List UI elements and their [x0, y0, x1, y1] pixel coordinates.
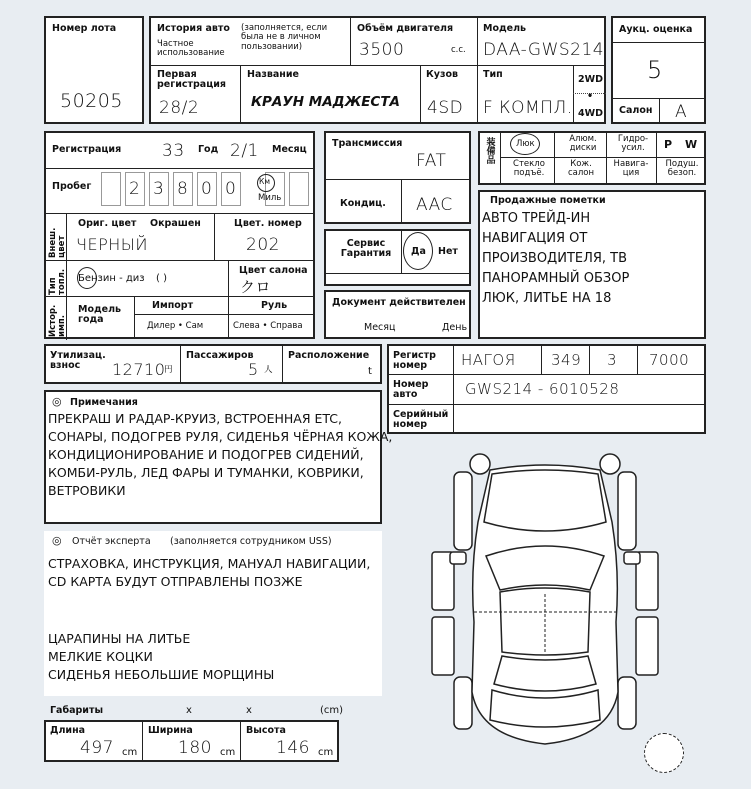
- salon-color-label: Цвет салона: [239, 265, 308, 276]
- registration-month-value: 2/1: [230, 141, 259, 161]
- registration-year-value: 33: [162, 141, 185, 161]
- repaint-label: Окрашен: [150, 218, 201, 229]
- width-unit: cm: [220, 747, 236, 758]
- passengers-unit: 人: [264, 365, 273, 375]
- registration-number-box: [387, 344, 706, 434]
- divider: [350, 18, 351, 66]
- dimensions-unit: (cm): [320, 705, 344, 716]
- recycle-box: [44, 344, 382, 384]
- type-label: Тип: [483, 69, 503, 80]
- notes-line: ПРЕКРАШ И РАДАР-КРУИЗ, ВСТРОЕННАЯ ETC,: [48, 411, 342, 426]
- mileage-digit: 0: [221, 172, 241, 206]
- name-label: Название: [247, 69, 299, 80]
- mileage-digit: [101, 172, 121, 206]
- reg-number-region: НАГОЯ: [461, 351, 516, 369]
- car-number-value: GWS214 - 6010528: [465, 380, 620, 398]
- divider: [151, 65, 604, 66]
- divider: [180, 346, 181, 382]
- passengers-value: 5: [248, 360, 259, 379]
- mileage-label: Пробег: [52, 181, 92, 192]
- passengers-label: Пассажиров: [186, 350, 254, 361]
- dimensions-box: [44, 720, 339, 762]
- divider: [554, 133, 555, 183]
- grade-label: Аукц. оценка: [619, 24, 693, 35]
- divider: [46, 296, 313, 297]
- recycle-label: Утилизац. взнос: [50, 350, 106, 371]
- equipment-box: [478, 131, 706, 185]
- model-value: DAA-GWS214: [483, 40, 605, 60]
- divider: [389, 374, 704, 375]
- height-label: Высота: [246, 725, 286, 736]
- divider: [500, 133, 501, 183]
- transmission-box: [324, 131, 471, 224]
- equipment-leather: Кож. салон: [567, 159, 595, 179]
- windshield: [486, 546, 604, 590]
- divider: [282, 346, 283, 382]
- mileage-mile: Миль: [258, 193, 282, 203]
- reg-number-kana: 3: [607, 351, 618, 369]
- right-rear-bumper-side: [618, 677, 636, 729]
- right-mirror: [624, 552, 640, 564]
- front-left-wheel: [470, 454, 490, 474]
- service-yes: Да: [411, 246, 426, 257]
- divider: [606, 133, 607, 183]
- grade-box: [611, 16, 706, 124]
- salon-grade-label: Салон: [619, 105, 653, 116]
- service-no: Нет: [438, 246, 458, 257]
- recycle-value: 12710: [112, 360, 166, 379]
- drive-2wd: 2WD: [578, 74, 603, 85]
- mileage-digit: 8: [173, 172, 193, 206]
- service-label: Сервис Гарантия: [340, 238, 392, 259]
- height-value: 146: [276, 738, 310, 758]
- equipment-airbag: Подуш. безоп.: [665, 159, 699, 179]
- equipment-side-label: 装備品: [484, 137, 495, 164]
- mileage-digit: [289, 172, 309, 206]
- divider: [453, 346, 454, 432]
- divider: [500, 157, 704, 158]
- notes-line: КОНДИЦИОНИРОВАНИЕ И ПОДОГРЕВ СИДЕНИЙ,: [48, 447, 364, 462]
- mileage-digit: 0: [197, 172, 217, 206]
- spare-wheel-circle: [644, 733, 684, 773]
- fuel-options: Бензин - диз: [78, 273, 145, 284]
- engine-label: Объём двигателя: [357, 23, 454, 34]
- divider: [228, 296, 229, 337]
- reg-number-class: 349: [551, 351, 582, 369]
- color-code-value: 202: [246, 235, 280, 255]
- model-label: Модель: [483, 23, 527, 34]
- divider: [240, 722, 241, 760]
- sales-points-line: ПРОИЗВОДИТЕЛЯ, ТВ: [482, 251, 628, 266]
- sales-points-line: АВТО ТРЕЙД-ИН: [482, 211, 591, 226]
- drive-4wd: 4WD: [578, 108, 603, 119]
- service-box: [324, 229, 471, 286]
- mileage-km: Км: [259, 177, 270, 186]
- recycle-unit: 円: [164, 365, 173, 375]
- registration-box: [44, 131, 315, 339]
- document-month: Месяц: [364, 322, 396, 333]
- divider: [326, 273, 469, 274]
- registration-year-label: Год: [198, 144, 219, 155]
- body-label: Кузов: [426, 69, 459, 80]
- divider: [541, 346, 542, 374]
- left-rear-bumper-side: [454, 677, 472, 729]
- dimensions-label: Габариты: [50, 705, 104, 716]
- length-value: 497: [80, 738, 114, 758]
- serial-label: Серийный номер: [393, 409, 449, 430]
- registration-month-label: Месяц: [272, 144, 307, 155]
- divider: [46, 168, 313, 169]
- expert-note: (заполняется сотрудником USS): [170, 536, 332, 547]
- lot-number-value: 50205: [60, 90, 123, 112]
- transmission-value: FAT: [416, 151, 447, 171]
- divider: [637, 346, 638, 374]
- type-value: F КОМПЛ.: [483, 98, 573, 118]
- color-side-label: Внеш. цвет: [48, 227, 67, 258]
- car-damage-diagram: [420, 452, 670, 752]
- divider: [659, 98, 660, 122]
- aircon-label: Кондиц.: [340, 198, 386, 209]
- import-side-label: Истор. имп.: [48, 304, 67, 337]
- transmission-label: Трансмиссия: [332, 138, 403, 149]
- divider: [420, 65, 421, 122]
- notes-label: Примечания: [70, 397, 138, 408]
- grade-value: 5: [647, 56, 663, 84]
- divider: [656, 133, 657, 183]
- right-front-bumper-side: [618, 472, 636, 550]
- history-label: История авто: [157, 23, 230, 34]
- equipment-w: W: [685, 138, 698, 151]
- expert-report-area: [44, 531, 382, 696]
- equipment-power-steering: Гидро-усил.: [617, 134, 649, 154]
- divider: [326, 179, 469, 180]
- height-unit: cm: [318, 747, 334, 758]
- expert-line: ЦАРАПИНЫ НА ЛИТЬЕ: [48, 631, 191, 646]
- first-registration-value: 28/2: [159, 98, 200, 118]
- drive-dot: •: [587, 91, 594, 102]
- dimensions-x1: x: [186, 705, 192, 716]
- notes-box: [44, 390, 393, 524]
- salon-color-value: クロ: [240, 278, 272, 296]
- divider: [477, 18, 478, 66]
- document-day: День: [442, 322, 468, 333]
- mileage-digit: 3: [149, 172, 169, 206]
- notes-line: СОНАРЫ, ПОДОГРЕВ РУЛЯ, СИДЕНЬЯ ЧЁРНАЯ КОЖА,: [48, 429, 393, 444]
- equipment-power-windows: Стекло подъё.: [513, 159, 545, 179]
- divider: [240, 65, 241, 122]
- import-label: Импорт: [152, 300, 194, 311]
- divider: [589, 346, 590, 374]
- model-year-label: Модель года: [78, 304, 122, 325]
- rear-window: [494, 656, 596, 691]
- reg-number-digits: 7000: [649, 351, 690, 369]
- divider: [613, 42, 704, 43]
- wheel-label: Руль: [261, 300, 288, 311]
- length-label: Длина: [50, 725, 86, 736]
- expert-icon: ◎: [52, 534, 62, 547]
- document-label: Документ действителен: [332, 297, 466, 308]
- equipment-alloy: Алюм. диски: [569, 134, 597, 154]
- notes-line: ВЕТРОВИКИ: [48, 483, 126, 498]
- body-value: 4SD: [427, 98, 464, 118]
- lot-number-box: [44, 16, 144, 124]
- registration-label: Регистрация: [52, 144, 122, 155]
- divider: [389, 404, 704, 405]
- divider: [46, 260, 313, 261]
- orig-color-label: Ориг. цвет: [78, 218, 137, 229]
- width-label: Ширина: [148, 725, 193, 736]
- dimensions-header: [44, 704, 382, 720]
- expert-line: СИДЕНЬЯ НЕБОЛЬШИЕ МОРЩИНЫ: [48, 667, 275, 682]
- fuel-paren: ( ): [156, 273, 167, 284]
- expert-label: Отчёт эксперта: [72, 536, 151, 547]
- left-mirror: [450, 552, 466, 564]
- displacement-unit: t: [368, 366, 372, 377]
- divider: [46, 213, 313, 214]
- rear-right-door-panel: [636, 617, 658, 675]
- sales-points-label: Продажные пометки: [490, 195, 606, 206]
- divider: [477, 65, 478, 122]
- equipment-sunroof: Люк: [516, 139, 535, 149]
- vehicle-info-box: [149, 16, 606, 124]
- document-box: [324, 290, 471, 339]
- orig-color-value: ЧЕРНЫЙ: [76, 235, 148, 254]
- dimensions-x2: x: [246, 705, 252, 716]
- mileage-digit: 2: [125, 172, 145, 206]
- notes-icon: ◎: [52, 395, 62, 408]
- reg-number-label: Регистр номер: [393, 350, 436, 371]
- front-right-wheel: [600, 454, 620, 474]
- color-code-label: Цвет. номер: [234, 218, 302, 229]
- sales-points-line: ПАНОРАМНЫЙ ОБЗОР: [482, 271, 630, 286]
- divider: [134, 314, 313, 315]
- length-unit: cm: [122, 747, 138, 758]
- first-registration-label: Первая регистрация: [157, 69, 227, 90]
- history-sub: Частное использование: [157, 39, 225, 59]
- divider: [214, 213, 215, 260]
- engine-value: 3500: [359, 40, 405, 60]
- hood-panel: [484, 470, 606, 531]
- sales-points-line: ЛЮК, ЛИТЬЕ НА 18: [482, 291, 612, 306]
- aircon-value: AAC: [416, 195, 453, 215]
- divider: [401, 179, 402, 222]
- divider: [142, 722, 143, 760]
- import-dealer: Дилер • Сам: [147, 321, 204, 331]
- salon-grade-value: A: [675, 102, 688, 122]
- lot-number-label: Номер лота: [52, 23, 117, 34]
- history-note: (заполняется, если была не в личном пользовании): [241, 23, 328, 52]
- width-value: 180: [178, 738, 212, 758]
- expert-line: СТРАХОВКА, ИНСТРУКЦИЯ, МАНУАЛ НАВИГАЦИИ,: [48, 556, 371, 571]
- equipment-p: P: [664, 138, 673, 151]
- notes-line: КОМБИ-РУЛЬ, ЛЕД ФАРЫ И ТУМАНКИ, КОВРИКИ,: [48, 465, 364, 480]
- divider: [401, 231, 402, 273]
- divider: [228, 260, 229, 296]
- sales-points-line: НАВИГАЦИЯ ОТ: [482, 231, 588, 246]
- fuel-side-label: Тип топл.: [48, 268, 67, 295]
- car-number-label: Номер авто: [393, 379, 429, 400]
- sales-points-box: [478, 190, 706, 339]
- engine-unit: с.с.: [451, 45, 466, 55]
- rear-left-door-panel: [432, 617, 454, 675]
- left-front-bumper-side: [454, 472, 472, 550]
- expert-line: CD КАРТА БУДУТ ОТПРАВЛЕНЫ ПОЗЖЕ: [48, 574, 303, 589]
- expert-line: МЕЛКИЕ КОЦКИ: [48, 649, 153, 664]
- wheel-value: Слева • Справа: [233, 321, 303, 331]
- displacement-label: Расположение: [288, 350, 370, 361]
- divider: [134, 296, 135, 337]
- name-value: КРАУН МАДЖЕСТА: [251, 94, 401, 110]
- equipment-navigation: Навига-ция: [613, 159, 649, 179]
